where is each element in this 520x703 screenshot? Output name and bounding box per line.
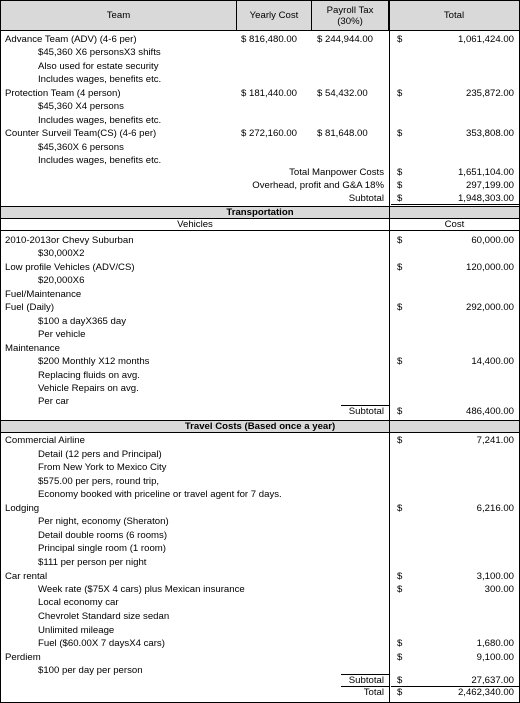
travel-line: Car rental: [5, 570, 48, 582]
total-overline: [341, 686, 389, 687]
payroll-tax: $ 81,648.00: [317, 128, 368, 140]
header-yearly-label: Yearly Cost: [249, 10, 299, 21]
currency-sign: $: [397, 687, 403, 698]
team-name: Counter Surveil Team(CS) (4-6 per): [5, 128, 157, 140]
currency-sign: $: [397, 128, 403, 140]
travel-line: Commercial Airline: [5, 435, 85, 446]
currency-sign: $: [397, 502, 403, 514]
transportation-band: Transportation: [1, 206, 519, 219]
team-note: Includes wages, benefits etc.: [38, 74, 162, 86]
header-yearly-cost: [237, 1, 312, 31]
travel-line: Per night, economy (Sheraton): [38, 516, 169, 528]
yearly-cost: $ 181,440.00: [241, 87, 298, 99]
travel-line: Detail (12 pers and Principal): [38, 448, 162, 460]
currency-sign: $: [397, 406, 403, 417]
currency-sign: $: [397, 356, 403, 368]
payroll-tax: $ 54,432.00: [317, 87, 368, 99]
team-note: $45,360 X6 personsX3 shifts: [38, 47, 161, 59]
vehicle-line: Fuel (Daily): [5, 302, 55, 314]
travel-line: Economy booked with priceline or travel agent for 7 days.: [38, 489, 282, 501]
currency-sign: $: [397, 302, 403, 314]
travel-line: From New York to Mexico City: [38, 462, 167, 474]
header-payroll-label: Payroll Tax (30%): [326, 4, 374, 27]
travel-cost: 6,216.00: [476, 502, 514, 514]
vehicle-line: 2010-2013or Chevy Suburban: [5, 235, 134, 246]
currency-sign: $: [397, 651, 403, 663]
team-note: $45,360X 6 persons: [38, 141, 124, 153]
vehicle-line: Fuel/Maintenance: [5, 288, 82, 300]
header-payroll-tax: [312, 1, 389, 31]
travel-line: Unlimited mileage: [38, 624, 115, 636]
travel-line: $100 per day per person: [38, 665, 143, 677]
team-name: Protection Team (4 person): [5, 87, 121, 99]
total-label: Total: [363, 687, 384, 698]
vehicle-line: $200 Monthly X12 months: [38, 356, 150, 368]
travel-cost: 9,100.00: [476, 651, 514, 663]
column-divider: [389, 1, 390, 702]
vehicle-cost: 60,000.00: [471, 235, 514, 246]
travel-cost: 3,100.00: [476, 570, 514, 582]
subtotal-value: 486,400.00: [465, 406, 514, 417]
column-vehicles: Vehicles: [1, 219, 389, 231]
currency-sign: $: [397, 584, 403, 596]
travel-line: Principal single room (1 room): [38, 543, 166, 555]
travel-band: Travel Costs (Based once a year): [1, 420, 519, 433]
team-name: Advance Team (ADV) (4-6 per): [5, 34, 137, 45]
travel-cost: 1,680.00: [476, 638, 514, 650]
travel-cost: 7,241.00: [476, 435, 514, 446]
travel-line: Week rate ($75X 4 cars) plus Mexican insurance: [38, 584, 245, 596]
summary-value: 1,948,303.00: [457, 193, 514, 204]
vehicle-cost: 14,400.00: [471, 356, 514, 368]
yearly-cost: $ 816,480.00: [241, 34, 298, 45]
vehicle-line: $20,000X6: [38, 275, 85, 287]
team-total: 1,061,424.00: [457, 34, 514, 45]
travel-line: Local economy car: [38, 597, 119, 609]
currency-sign: $: [397, 675, 403, 686]
summary-value: 297,199.00: [465, 180, 514, 191]
travel-line: $111 per person per night: [38, 556, 147, 568]
subtotal-label: Subtotal: [348, 675, 384, 686]
payroll-tax: $ 244,944.00: [317, 34, 374, 45]
team-total: 235,872.00: [465, 87, 514, 99]
grand-total-value: 2,462,340.00: [457, 687, 514, 698]
vehicle-line: Per vehicle: [38, 329, 86, 341]
travel-line: Fuel ($60.00X 7 daysX4 cars): [38, 638, 165, 650]
team-total: 353,808.00: [465, 128, 514, 140]
vehicle-cost: 292,000.00: [465, 302, 514, 314]
header-team: [1, 1, 237, 31]
travel-line: Chevrolet Standard size sedan: [38, 611, 170, 622]
currency-sign: $: [397, 87, 403, 99]
currency-sign: $: [397, 638, 403, 650]
vehicle-line: $100 a dayX365 day: [38, 315, 127, 327]
subtotal-underline: [391, 204, 519, 205]
vehicle-cost: 120,000.00: [465, 261, 514, 273]
header-team-label: Team: [106, 10, 131, 21]
vehicle-line: Per car: [38, 396, 69, 408]
team-note: Includes wages, benefits etc.: [38, 155, 162, 167]
summary-label: Subtotal: [348, 193, 384, 204]
travel-line: $575.00 per pers, round trip,: [38, 475, 160, 487]
currency-sign: $: [397, 235, 403, 246]
travel-line: Lodging: [5, 502, 40, 514]
summary-label: Overhead, profit and G&A 18%: [252, 180, 384, 191]
summary-value: 1,651,104.00: [457, 167, 514, 178]
currency-sign: $: [397, 435, 403, 446]
header-total: [389, 1, 519, 31]
subtotal-label: Subtotal: [348, 406, 384, 417]
column-cost: Cost: [390, 219, 519, 231]
vehicle-line: $30,000X2: [38, 248, 85, 260]
currency-sign: $: [397, 180, 403, 191]
header-total-label: Total: [443, 10, 465, 21]
travel-line: Perdiem: [5, 651, 41, 663]
currency-sign: $: [397, 193, 403, 204]
currency-sign: $: [397, 167, 403, 178]
team-note: Also used for estate security: [38, 60, 159, 72]
vehicle-line: Low profile Vehicles (ADV/CS): [5, 261, 135, 273]
currency-sign: $: [397, 570, 403, 582]
travel-cost: 300.00: [484, 584, 514, 596]
vehicle-line: Maintenance: [5, 342, 60, 354]
subtotal-value: 27,637.00: [471, 675, 514, 686]
vehicle-line: Replacing fluids on avg.: [38, 369, 140, 381]
team-note: Includes wages, benefits etc.: [38, 114, 162, 126]
subtotal-overline: [341, 405, 389, 406]
currency-sign: $: [397, 261, 403, 273]
subtotal-overline: [341, 674, 389, 675]
team-note: $45,360 X4 persons: [38, 101, 124, 113]
currency-sign: $: [397, 34, 403, 45]
vehicle-line: Vehicle Repairs on avg.: [38, 382, 139, 394]
summary-label: Total Manpower Costs: [289, 167, 384, 178]
travel-line: Detail double rooms (6 rooms): [38, 529, 168, 541]
yearly-cost: $ 272,160.00: [241, 128, 298, 140]
